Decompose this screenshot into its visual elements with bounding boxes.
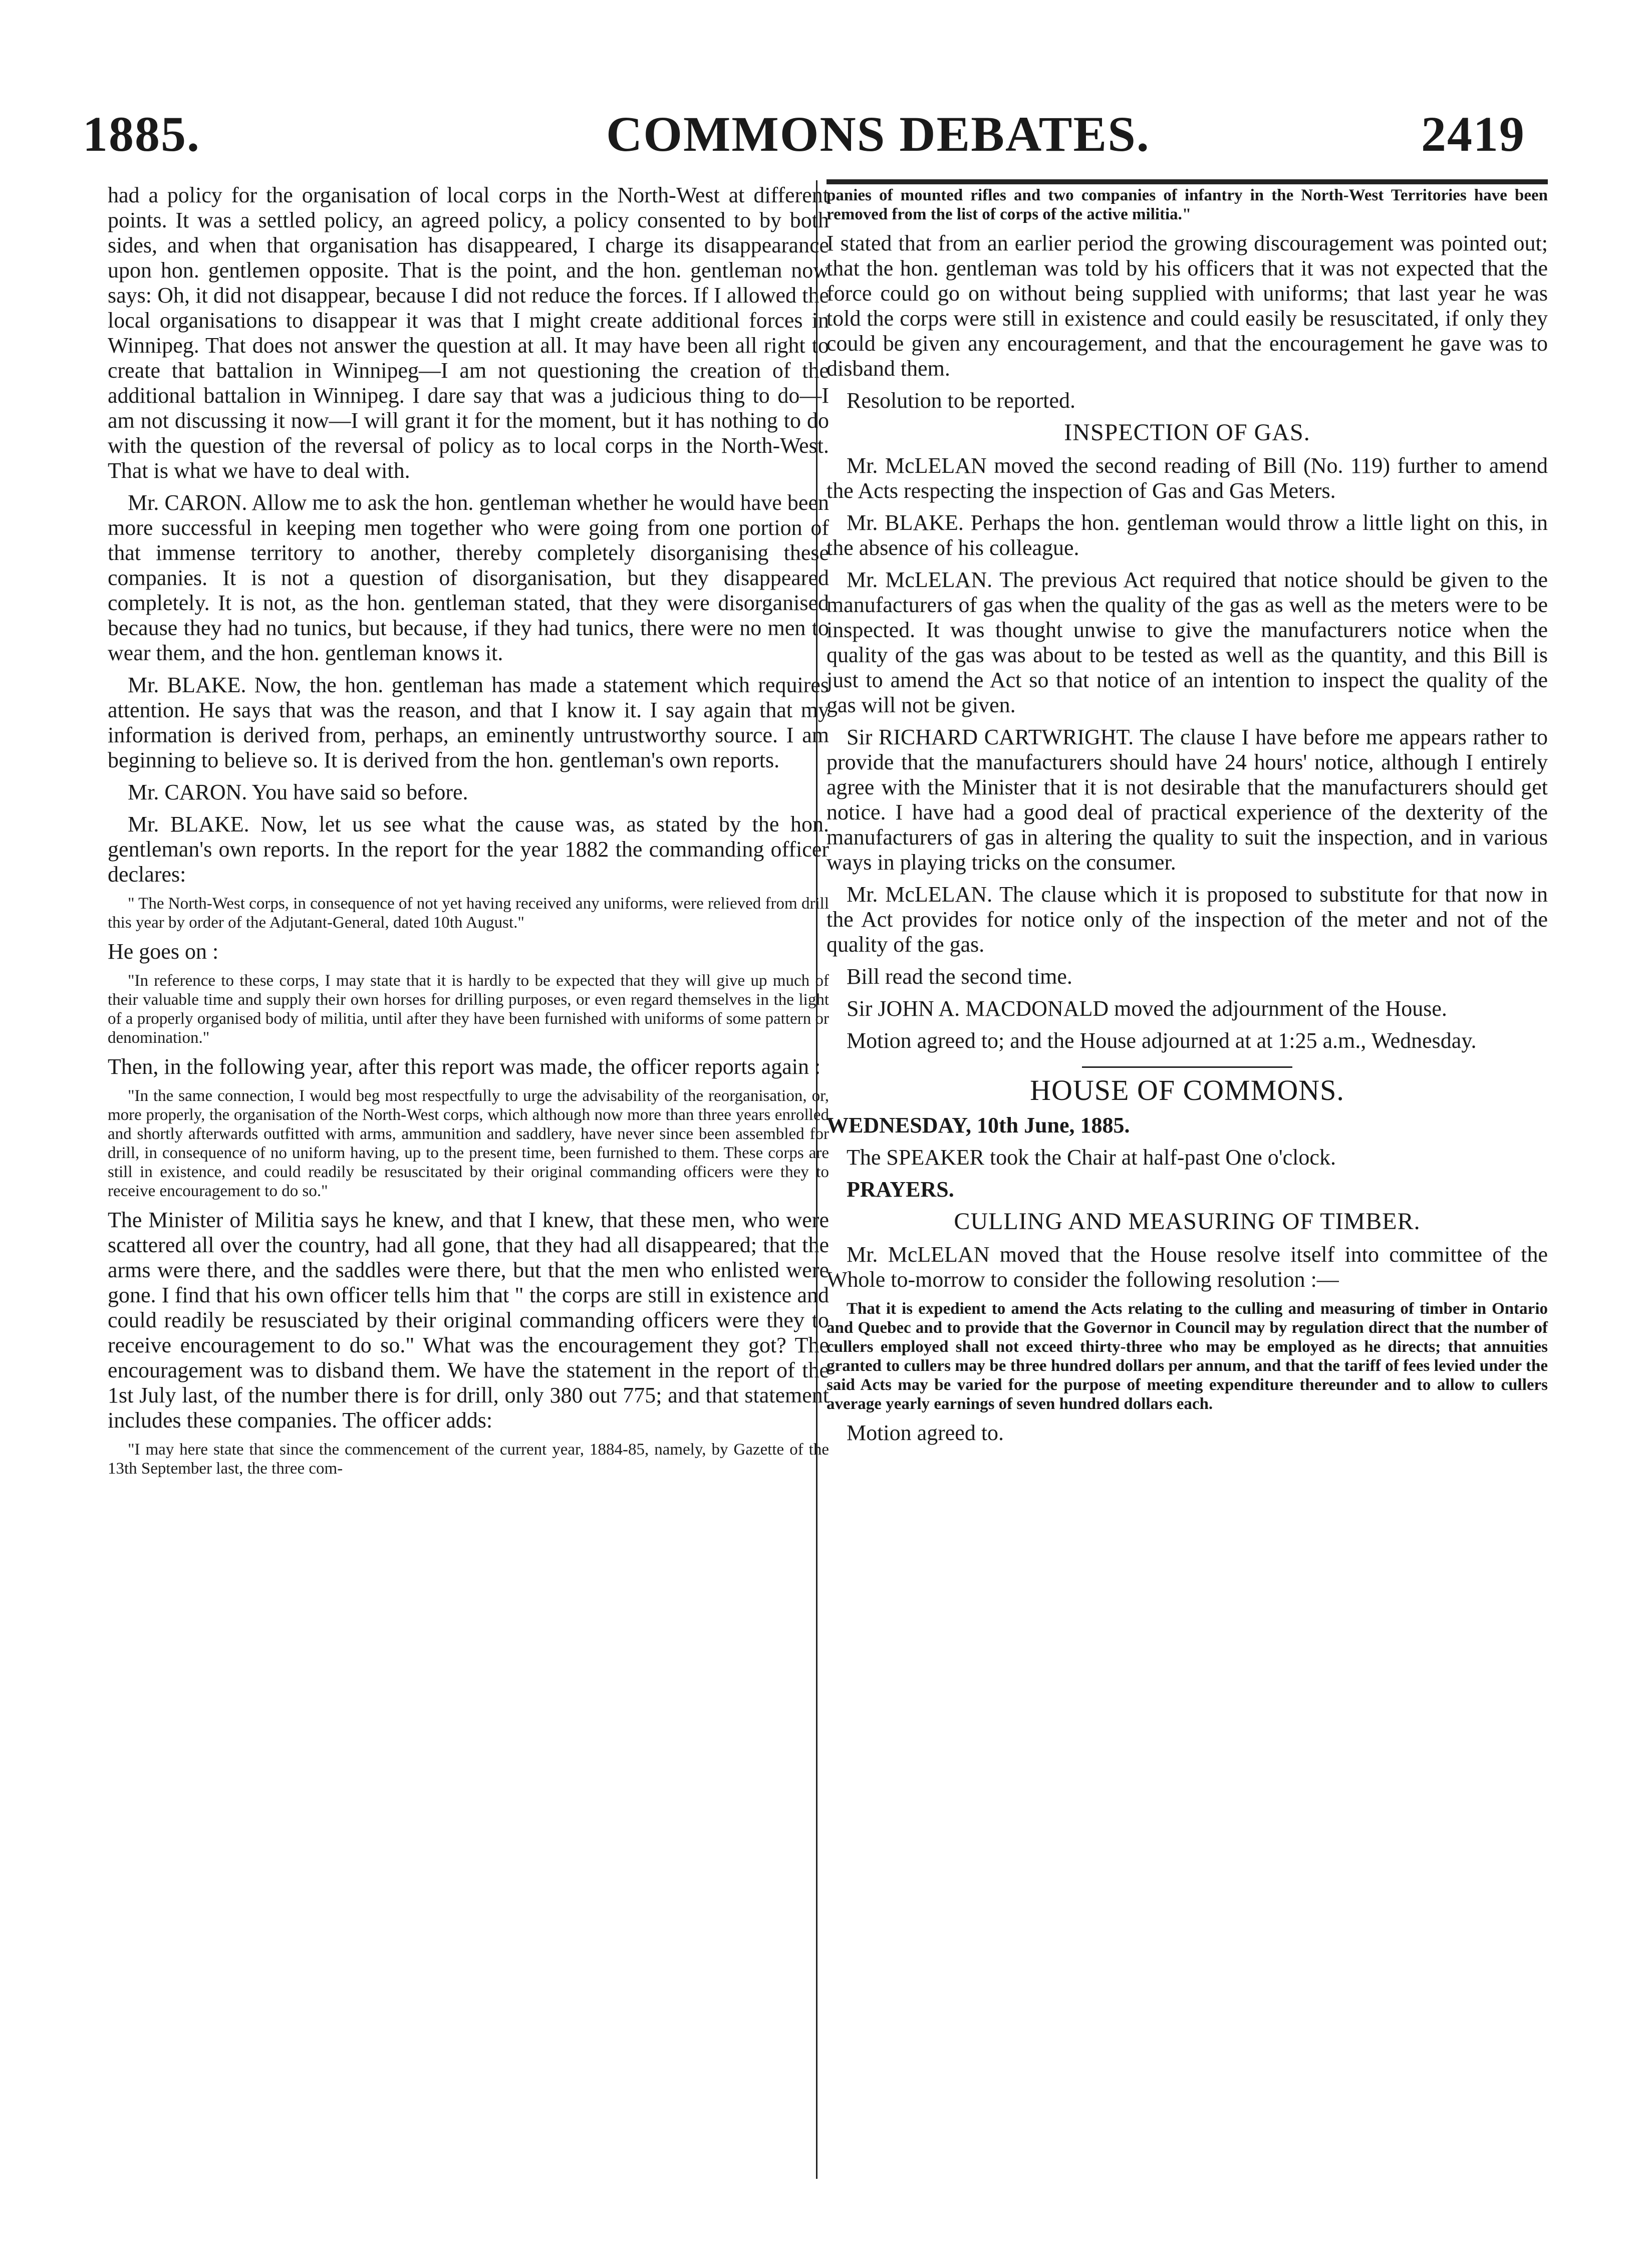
right-paragraph: Mr. McLELAN moved that the House resolve itself into committee of the Whole to-morrow to consider the following resolution :— (827, 1242, 1548, 1292)
left-paragraph: Mr. BLAKE. Now, the hon. gentleman has made a statement which requires attention. He says that was the reason, and that I know it. I say again that my information is derived from, perhaps, an eminently untrustworthy source. I am beginning to believe so. It is derived from the hon. gentleman's own reports. (108, 673, 829, 772)
section-rule (1082, 1066, 1292, 1068)
right-quote: panies of mounted rifles and two companies of infantry in the North-West Territories have been removed from the list of corps of the active militia." (827, 186, 1548, 223)
right-quote: That it is expedient to amend the Acts relating to the culling and measuring of timber in Ontario and Quebec and to provide that the Governor in Council may by regulation direct that the number of cullers employed shall not exceed thirty-three who may be employed as he directs; that annuities granted to cullers may be three hundred dollars per annum, and that the tariff of fees levied under the said Acts may be varied for the purpose of meeting expenditure thereunder and to allow to cullers average yearly earnings of seven hundred dollars each. (827, 1300, 1548, 1413)
left-paragraph: Mr. CARON. Allow me to ask the hon. gentleman whether he would have been more successful in keeping men together who were going from one portion of that immense territory to another, thereby completely disorganising these companies. It is not a question of disorganisation, but they disappeared completely. It is not, as the hon. gentleman stated, that they were disorganised because they had no tunics, but because, if they had tunics, there were no men to wear them, and the hon. gentleman knows it. (108, 490, 829, 665)
left-paragraph: The Minister of Militia says he knew, and that I knew, that these men, who were scattered all over the country, had all gone, that they had all disappeared; that the arms were there, and the saddles were there, but that the men who enlisted were gone. I find that his own officer tells him that " the corps are still in existence and could readily be resusciated by their original commanding officers were they to receive encouragement to do so." What was the encouragement they got? The encouragement was to disband them. We have the statement in the report of the 1st July last, of the number there is for drill, only 380 out 775; and that statement includes these companies. The officer adds: (108, 1208, 829, 1433)
right-paragraph: Motion agreed to. (847, 1421, 1004, 1445)
left-paragraph: Then, in the following year, after this report was made, the officer reports again : (108, 1054, 821, 1079)
right-paragraph: Mr. McLELAN moved the second reading of Bill (No. 119) further to amend the Acts respecting the inspection of Gas and Gas Meters. (827, 453, 1548, 503)
right-paragraph: Sir JOHN A. MACDONALD moved the adjournment of the House. (847, 996, 1447, 1021)
section-heading-gas: INSPECTION OF GAS. (1064, 419, 1310, 446)
left-quote: " The North-West corps, in consequence of not yet having received any uniforms, were relieved from drill this year by order of the Adjutant-General, dated 10th August." (108, 895, 829, 932)
left-column (108, 183, 829, 1485)
right-paragraph: Motion agreed to; and the House adjourned at at 1:25 a.m., Wednesday. (847, 1028, 1477, 1053)
house-of-commons-heading: HOUSE OF COMMONS. (1030, 1074, 1344, 1106)
right-paragraph: Mr. McLELAN. The clause which it is proposed to substitute for that now in the Act provides for notice only of the inspection of the meter and not of the quality of the gas. (827, 882, 1548, 957)
page-header (83, 105, 1525, 170)
right-paragraph: Resolution to be reported. (847, 388, 1076, 413)
left-quote: "In reference to these corps, I may state that it is hardly to be expected that they will give up much of their valuable time and supply their own horses for drilling purposes, or even regard themselves in the light of a properly organised body of militia, until after they have been furnished with uniforms of some pattern or denomination." (108, 972, 829, 1047)
right-paragraph: The SPEAKER took the Chair at half-past One o'clock. (847, 1145, 1336, 1170)
left-paragraph: He goes on : (108, 939, 219, 964)
right-column (827, 183, 1548, 1453)
sitting-date: WEDNESDAY, 10th June, 1885. (827, 1113, 1130, 1138)
header-page-number: 2419 (1421, 106, 1525, 162)
header-title: COMMONS DEBATES. (606, 106, 1150, 162)
left-paragraph: had a policy for the organisation of local corps in the North-West at different points. It was a settled policy, an agreed policy, a policy consented to by both sides, and when that organisation has disappeared, I charge its disappearance upon hon. gentlemen opposite. That is the point, and the hon. gentleman now says: Oh, it did not disappear, because I did not reduce the forces. If I allowed the local organisations to disappear it was that I might create additional forces in Winnipeg. That does not answer the question at all. It may have been all right to create that battalion in Winnipeg—I am not questioning the creation of the additional battalion in Winnipeg. I dare say that was a judicious thing to do—I am not discussing it now—I will grant it for the moment, but it has nothing to do with the question of the reversal of policy as to local corps in the North-West. That is what we have to deal with. (108, 183, 829, 483)
right-paragraph: Mr. BLAKE. Perhaps the hon. gentleman would throw a little light on this, in the absence of his colleague. (827, 510, 1548, 560)
left-quote: "I may here state that since the commencement of the current year, 1884-85, namely, by Gazette of the 13th September last, the three com- (108, 1441, 829, 1478)
right-paragraph: Sir RICHARD CARTWRIGHT. The clause I have before me appears rather to provide that the manufacturers should have 24 hours' notice, although I entirely agree with the Minister that it is not desirable that the manufacturers should get notice. I have had a good deal of practical experience of the dexterity of the manufacturers of gas in altering the quality to suit the inspection, and in various ways in playing tricks on the consumer. (827, 725, 1548, 875)
left-quote: "In the same connection, I would beg most respectfully to urge the advisability of the reorganisation, or, more properly, the organisation of the North-West corps, which although now more than three years enrolled and shortly afterwards outfitted with arms, ammunition and saddlery, have never since been assembled for drill, in consequence of no uniform having, up to the present time, been furnished to them. These corps are still in existence, and could readily be resuscitated by their original commanding officers were they to receive encouragement to do so." (108, 1087, 829, 1200)
section-heading-timber: CULLING AND MEASURING OF TIMBER. (954, 1208, 1421, 1235)
header-year: 1885. (83, 106, 200, 162)
left-paragraph: Mr. CARON. You have said so before. (128, 780, 468, 804)
right-paragraph: I stated that from an earlier period the growing discouragement was pointed out; that the hon. gentleman was told by his officers that it was not expected that the force could go on without being supplied with uniforms; that last year he was told the corps were still in existence and could easily be resuscitated, if only they could be given any encouragement, and that the encouragement he gave was to disband them. (827, 231, 1548, 381)
left-paragraph: Mr. BLAKE. Now, let us see what the cause was, as stated by the hon. gentleman's own reports. In the report for the year 1882 the commanding officer declares: (108, 812, 829, 887)
right-paragraph: Bill read the second time. (847, 964, 1072, 989)
prayers-line: PRAYERS. (847, 1177, 954, 1202)
right-paragraph: Mr. McLELAN. The previous Act required that notice should be given to the manufacturers of gas when the quality of the gas as well as the meters were to be inspected. It was thought unwise to give the manufacturers notice when the quality of the gas was about to be tested as well as the quantity, and this Bill is just to amend the Act so that notice of an intention to inspect the quality of the gas will not be given. (827, 568, 1548, 717)
